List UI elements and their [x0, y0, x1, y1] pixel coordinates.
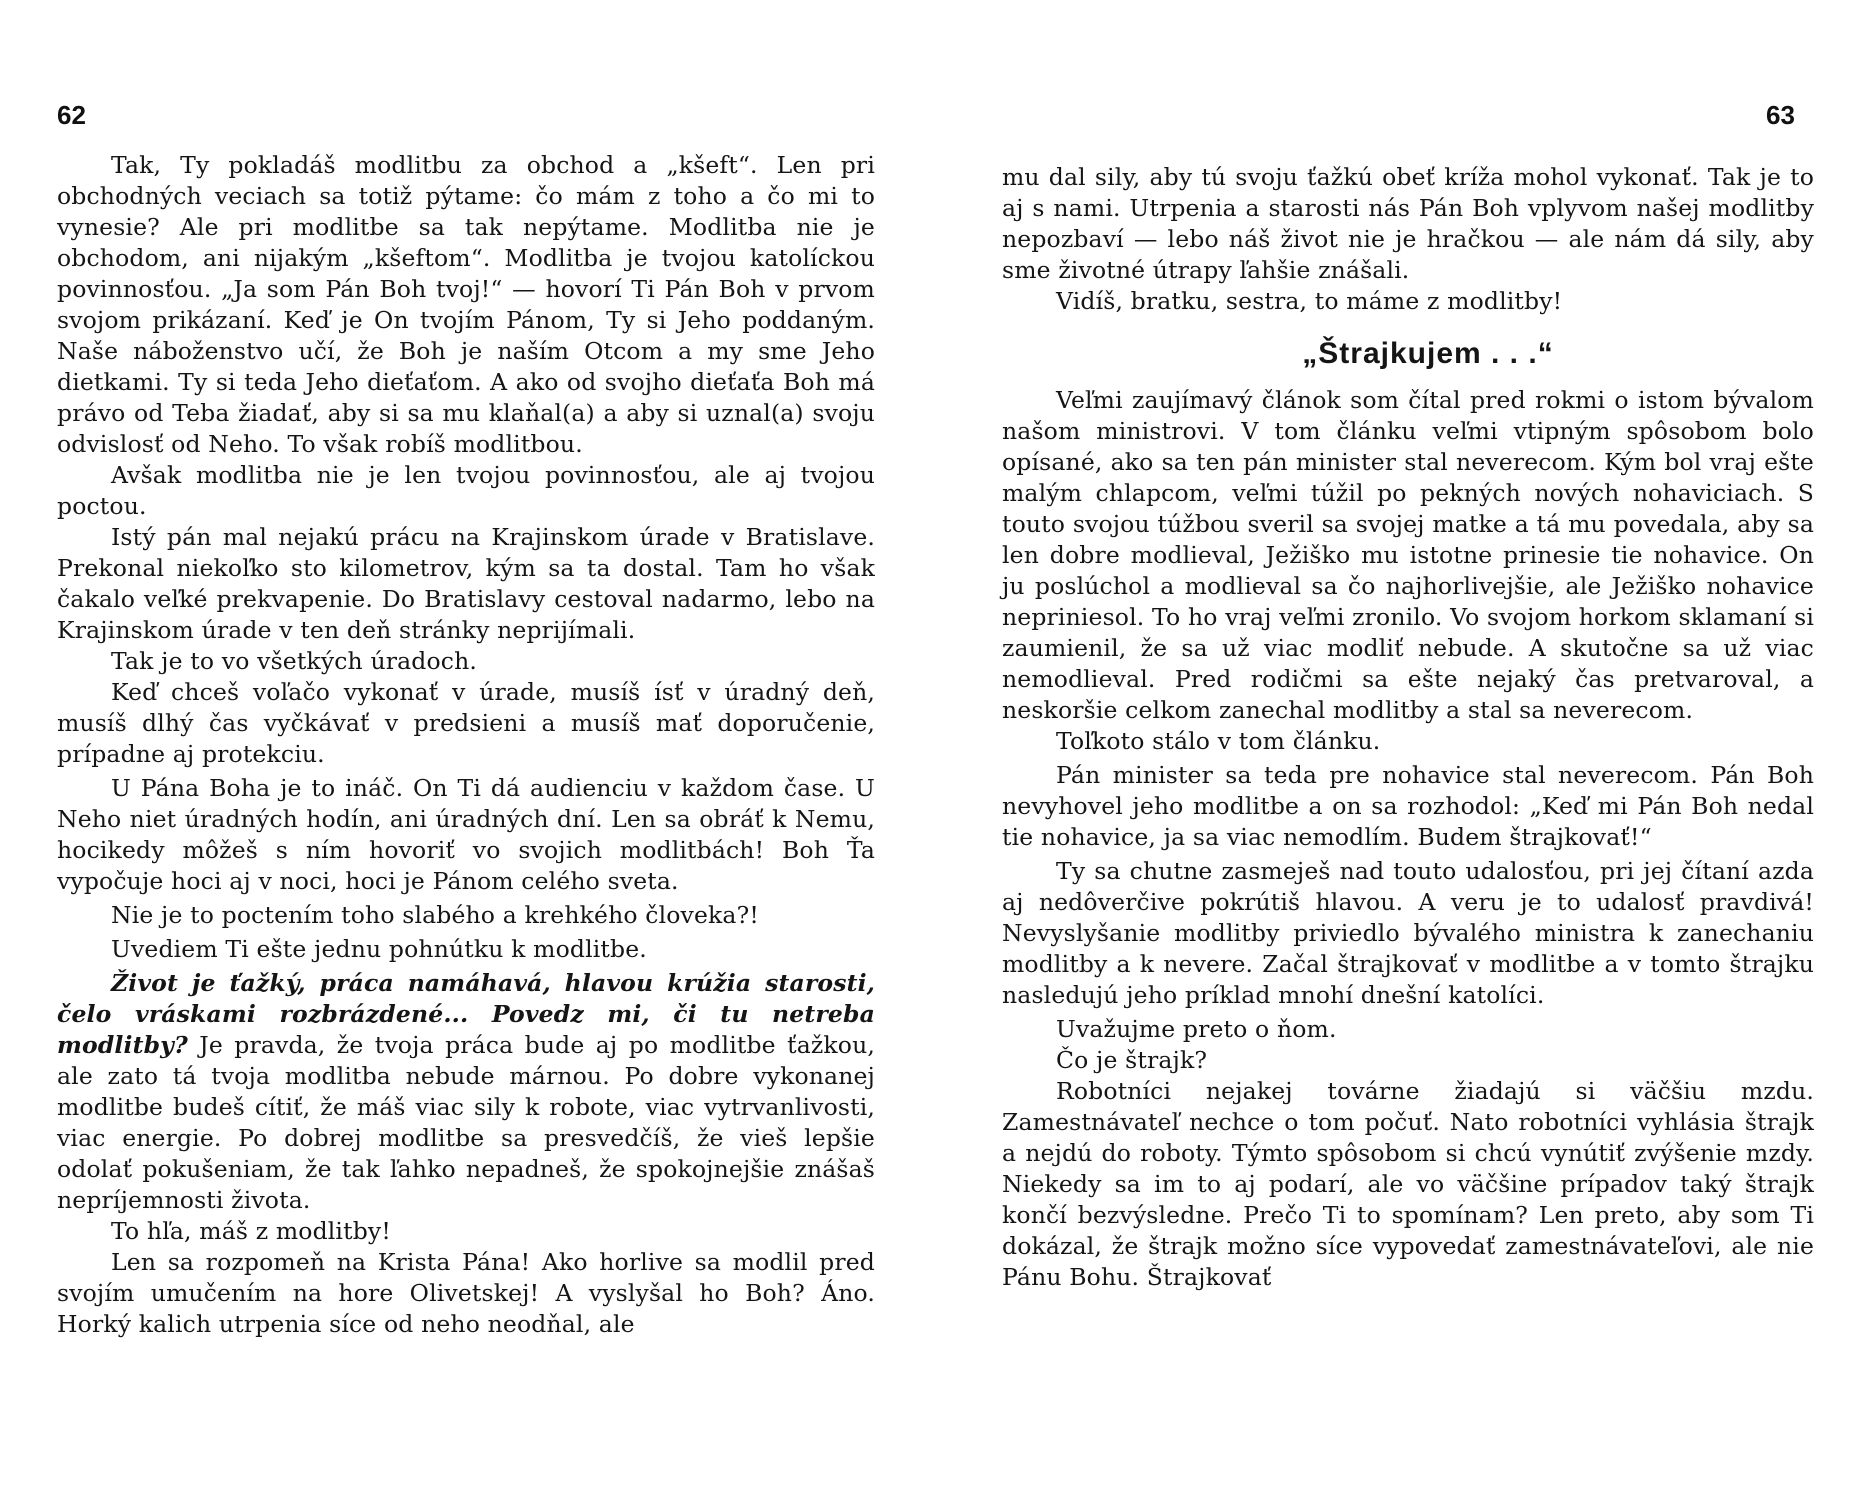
paragraph: Pán minister sa teda pre nohavice stal neverecom. Pán Boh nevyhovel jeho modlitbe a on sa rozhodol: „Keď mi Pán Boh nedal tie nohavice, ja sa viac nemodlím. Budem štrajkovať!“: [1002, 761, 1814, 851]
section-heading-text: „Štrajkujem . . .“: [1302, 337, 1554, 370]
right-page-text: [1002, 162, 1814, 1293]
paragraph: Tak je to vo všetkých úradoch.: [111, 647, 477, 675]
paragraph: U Pána Boha je to ináč. On Ti dá audienciu v každom čase. U Neho niet úradných hodín, ani úradných dní. Len sa obráť k Nemu, hocikedy môžeš s ním hovoriť vo svojich modlitbách! Boh Ťa vypočuje hoci aj v noci, hoci je Pánom celého sveta.: [57, 774, 875, 895]
paragraph: Keď chceš voľačo vykonať v úrade, musíš ísť v úradný deň, musíš dlhý čas vyčkávať v predsieni a musíš mať doporučenie, prípadne aj protekciu.: [57, 678, 875, 768]
paragraph: Avšak modlitba nie je len tvojou povinnosťou, ale aj tvojou poctou.: [57, 461, 875, 520]
section-heading: [1002, 337, 1814, 371]
paragraph: Veľmi zaujímavý článok som čítal pred rokmi o istom bývalom našom ministrovi. V tom článku veľmi vtipným spôsobom bolo opísané, ako sa ten pán minister stal neverecom. Kým bol vraj ešte malým chlapcom, veľmi túžil po pekných nových nohaviciach. S touto svojou túžbou sveril sa svojej matke a tá mu povedala, aby sa len dobre modlieval, Ježiško mu istotne prinesie tie nohavice. On ju poslúchol a modlieval sa čo najhorlivejšie, ale Ježiško nohavice nepriniesol. To ho vraj veľmi zronilo. Vo svojom horkom sklamaní si zaumienil, že sa už viac modliť nebude. A skutočne sa už viac nemodlieval. Pred rodičmi sa ešte nejaký čas pretvaroval, a neskoršie celkom zanechal modlitby a stal sa neverecom.: [1002, 386, 1814, 724]
right-page-number: 63: [1766, 100, 1795, 130]
paragraph: Len sa rozpomeň na Krista Pána! Ako horlive sa modlil pred svojím umučením na hore Olivetskej! A vyslyšal ho Boh? Áno. Horký kalich utrpenia síce od neho neodňal, ale: [57, 1248, 875, 1338]
paragraph-text: Je pravda, že tvoja práca bude aj po modlitbe ťažkou, ale zato tá tvoja modlitba nebude márnou. Po dobre vykonanej modlitbe budeš cítiť, že máš viac sily k robote, viac vytrvanlivosti, viac energie. Po dobrej modlitbe sa presvedčíš, že vieš lepšie odolať pokušeniam, že tak ľahko nepadneš, že spokojnejšie znášaš nepríjemnosti života.: [57, 1031, 875, 1214]
paragraph: Toľkoto stálo v tom článku.: [1056, 727, 1381, 755]
paragraph: Vidíš, bratku, sestra, to máme z modlitby!: [1056, 287, 1563, 315]
left-page-number: 62: [57, 100, 86, 130]
paragraph: Istý pán mal nejakú prácu na Krajinskom úrade v Bratislave. Prekonal niekoľko sto kilometrov, kým sa ta dostal. Tam ho však čakalo veľké prekvapenie. Do Bratislavy cestoval nadarmo, lebo na Krajinskom úrade v ten deň stránky neprijímali.: [57, 523, 875, 644]
paragraph: Tak, Ty pokladáš modlitbu za obchod a „kšeft“. Len pri obchodných veciach sa totiž pýtame: čo mám z toho a čo mi to vynesie? Ale pri modlitbe sa tak nepýtame. Modlitba nie je obchodom, ani nijakým „kšeftom“. Modlitba je tvojou katolíckou povinnosťou. „Ja som Pán Boh tvoj!“ — hovorí Ti Pán Boh v prvom svojom prikázaní. Keď je On tvojím Pánom, Ty si Jeho poddaným. Naše náboženstvo učí, že Boh je naším Otcom a my sme Jeho dietkami. Ty si teda Jeho dieťaťom. A ako od svojho dieťaťa Boh má právo od Teba žiadať, aby si sa mu klaňal(a) a aby si uznal(a) svoju odvislosť od Neho. To však robíš modlitbou.: [57, 151, 875, 458]
paragraph: Ty sa chutne zasmeješ nad touto udalosťou, pri jej čítaní azda aj nedôverčive pokrútiš hlavou. A veru je to udalosť pravdivá! Nevyslyšanie modlitby priviedlo bývalého ministra k zanechaniu modlitby a k nevere. Začal štrajkovať v modlitbe a v tomto štrajku nasledujú jeho príklad mnohí dnešní katolíci.: [1002, 857, 1814, 1009]
paragraph: Čo je štrajk?: [1056, 1046, 1208, 1074]
paragraph: Uvediem Ti ešte jednu pohnútku k modlitbe.: [111, 935, 647, 963]
paragraph: Nie je to poctením toho slabého a krehkého človeka?!: [111, 901, 759, 929]
paragraph: [57, 968, 875, 1216]
paragraph: Uvažujme preto o ňom.: [1056, 1015, 1337, 1043]
emphasized-text: Život je ťažký, práca namáhavá, hlavou krúžia starosti, čelo vráskami rozbrázdené... Povedz mi, či tu netreba modlitby?: [57, 969, 875, 1059]
paragraph: To hľa, máš z modlitby!: [111, 1217, 391, 1245]
left-page-text: [57, 150, 875, 1340]
paragraph: Robotníci nejakej továrne žiadajú si väčšiu mzdu. Zamestnávateľ nechce o tom počuť. Nato robotníci vyhlásia štrajk a nejdú do roboty. Týmto spôsobom si chcú vynútiť zvýšenie mzdy. Niekedy sa im to aj podarí, ale vo väčšine prípadov taký štrajk končí bezvýsledne. Prečo Ti to spomínam? Len preto, aby som Ti dokázal, že štrajk možno síce vypovedať zamestnávateľovi, ale nie Pánu Bohu. Štrajkovať: [1002, 1077, 1814, 1291]
paragraph: mu dal sily, aby tú svoju ťažkú obeť kríža mohol vykonať. Tak je to aj s nami. Utrpenia a starosti nás Pán Boh vplyvom našej modlitby nepozbaví — lebo náš život nie je hračkou — ale nám dá sily, aby sme životné útrapy ľahšie znášali.: [1002, 163, 1814, 284]
